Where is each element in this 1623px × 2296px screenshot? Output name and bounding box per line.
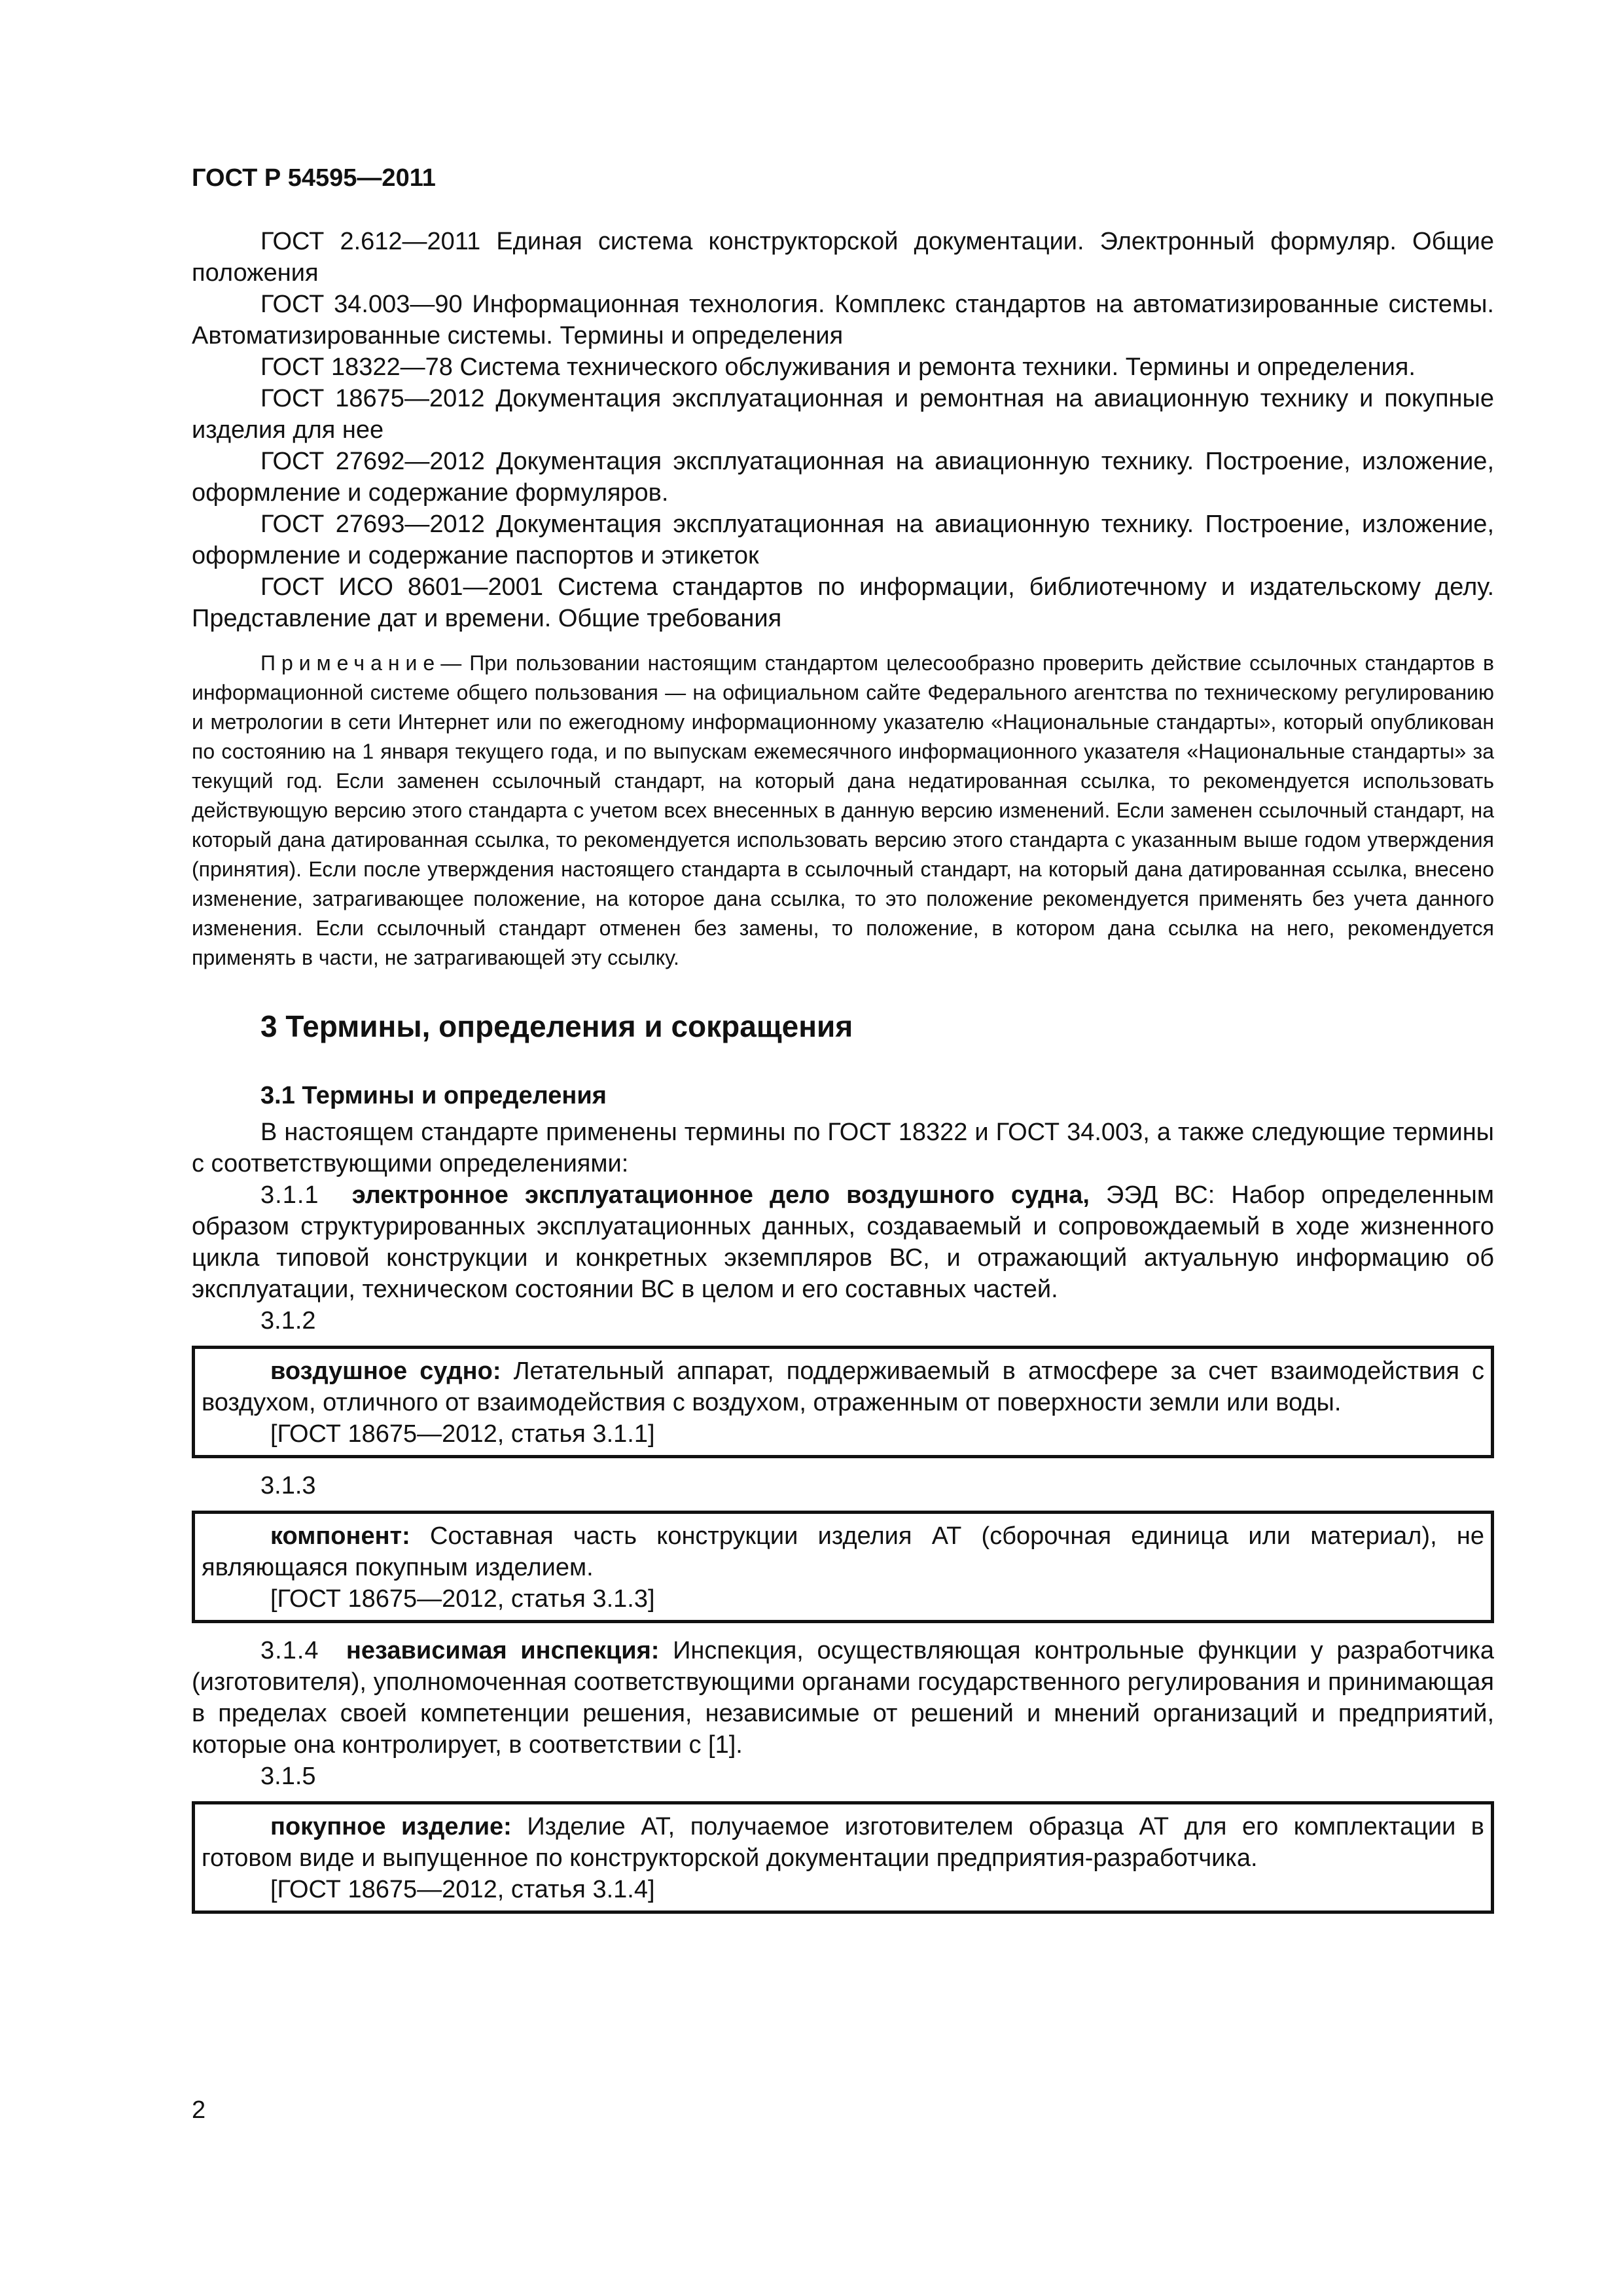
reference-item: ГОСТ ИСО 8601—2001 Система стандартов по информации, библиотечному и издательскому делу. Представление дат и времени. Общие требования bbox=[192, 573, 1494, 632]
term-source: [ГОСТ 18675—2012, статья 3.1.1] bbox=[270, 1420, 655, 1448]
note-paragraph bbox=[192, 649, 1494, 973]
term-name: независимая инспекция: bbox=[346, 1637, 660, 1664]
term-definition: ЭЭД ВС: Набор определенным образом структурированных эксплуатационных данных, создаваемый и сопровождаемый в ходе жизненного цикла типовой конструкции и конкретных экземпляров ВС, и отражающий актуальную информацию об эксплуатации, техническом состоянии ВС в целом и его составных частей. bbox=[192, 1181, 1494, 1303]
reference-item: ГОСТ 2.612—2011 Единая система конструкторской документации. Электронный формуляр. Общие положения bbox=[192, 228, 1494, 287]
term-name: электронное эксплуатационное дело воздушного судна, bbox=[351, 1181, 1090, 1209]
term-number-label: 3.1.2 bbox=[260, 1307, 316, 1335]
note-label: Примечание bbox=[260, 651, 441, 675]
section-heading: 3 Термины, определения и сокращения bbox=[260, 1009, 853, 1043]
reference-item: ГОСТ 27692—2012 Документация эксплуатационная на авиационную технику. Построение, изложение, оформление и содержание формуляров. bbox=[192, 448, 1494, 507]
term-definition-box bbox=[192, 1801, 1494, 1914]
page-number: 2 bbox=[192, 2096, 206, 2124]
section-intro: В настоящем стандарте применены термины по ГОСТ 18322 и ГОСТ 34.003, а также следующие термины с соответствующими определениями: bbox=[192, 1119, 1494, 1177]
document-body bbox=[192, 226, 1494, 1926]
term-number-label: 3.1.5 bbox=[260, 1763, 316, 1790]
normative-references-list bbox=[192, 226, 1494, 634]
reference-item: ГОСТ 18322—78 Система технического обслуживания и ремонта техники. Термины и определения. bbox=[260, 353, 1416, 381]
term-definition: Летательный аппарат, поддерживаемый в атмосфере за счет взаимодействия с воздухом, отличного от взаимодействия с воздухом, отраженным от поверхности земли или воды. bbox=[202, 1357, 1484, 1416]
term-3-1-2 bbox=[202, 1355, 1484, 1418]
note-text: — При пользовании настоящим стандартом целесообразно проверить действие ссылочных стандартов в информационной системе общего пользования — на официальном сайте Федерального агентства по техническому регулированию и метрологии в сети Интернет или по ежегодному информационному указателю «Национальные стандарты», который опубликован по состоянию на 1 января текущего года, и по выпускам ежемесячного информационного указателя «Национальные стандарты» за текущий год. Если заменен ссылочный стандарт, на который дана недатированная ссылка, то рекомендуется использовать действующую версию этого стандарта с учетом всех внесенных в данную версию изменений. Если заменен ссылочный стандарт, на который дана датированная ссылка, то рекомендуется использовать версию этого стандарта с указанным выше годом утверждения (принятия). Если после утверждения настоящего стандарта в ссылочный стандарт, на который дана датированная ссылка, внесено изменение, затрагивающее положение, на которое дана ссылка, то это положение рекомендуется применять без учета данного изменения. Если ссылочный стандарт отменен без замены, то положение, в котором дана ссылка на него, рекомендуется применять в части, не затрагивающей эту ссылку. bbox=[192, 651, 1494, 969]
term-name: компонент: bbox=[270, 1522, 410, 1550]
term-3-1-5 bbox=[202, 1811, 1484, 1874]
term-source: [ГОСТ 18675—2012, статья 3.1.3] bbox=[270, 1585, 655, 1613]
term-name: воздушное судно: bbox=[270, 1357, 501, 1385]
term-number: 3.1.1 bbox=[260, 1181, 319, 1209]
term-definition: Изделие АТ, получаемое изготовителем образца АТ для его комплектации в готовом виде и выпущенное по конструкторской документации предприятия-разработчика. bbox=[202, 1813, 1484, 1872]
subsection-heading: 3.1 Термины и определения bbox=[260, 1082, 607, 1109]
term-3-1-1 bbox=[192, 1179, 1494, 1305]
term-3-1-4 bbox=[192, 1635, 1494, 1761]
reference-item: ГОСТ 34.003—90 Информационная технология. Комплекс стандартов на автоматизированные системы. Автоматизированные системы. Термины и определения bbox=[192, 291, 1494, 350]
document-header: ГОСТ Р 54595—2011 bbox=[192, 164, 436, 192]
term-3-1-3 bbox=[202, 1520, 1484, 1583]
term-definition-box bbox=[192, 1346, 1494, 1458]
term-number: 3.1.4 bbox=[260, 1637, 319, 1664]
term-number-label: 3.1.3 bbox=[260, 1472, 316, 1499]
term-definition: Составная часть конструкции изделия АТ (сборочная единица или материал), не являющаяся покупным изделием. bbox=[202, 1522, 1484, 1581]
term-source: [ГОСТ 18675—2012, статья 3.1.4] bbox=[270, 1876, 655, 1903]
term-definition: Инспекция, осуществляющая контрольные функции у разработчика (изготовителя), уполномоченная соответствующими органами государственного регулирования и принимающая в пределах своей компетенции решения, независимые от решений и мнений организаций и предприятий, которые она контролирует, в соответствии с [1]. bbox=[192, 1637, 1494, 1759]
term-definition-box bbox=[192, 1511, 1494, 1623]
reference-item: ГОСТ 18675—2012 Документация эксплуатационная и ремонтная на авиационную технику и покупные изделия для нее bbox=[192, 385, 1494, 444]
term-name: покупное изделие: bbox=[270, 1813, 512, 1840]
reference-item: ГОСТ 27693—2012 Документация эксплуатационная на авиационную технику. Построение, изложение, оформление и содержание паспортов и этикеток bbox=[192, 511, 1494, 569]
